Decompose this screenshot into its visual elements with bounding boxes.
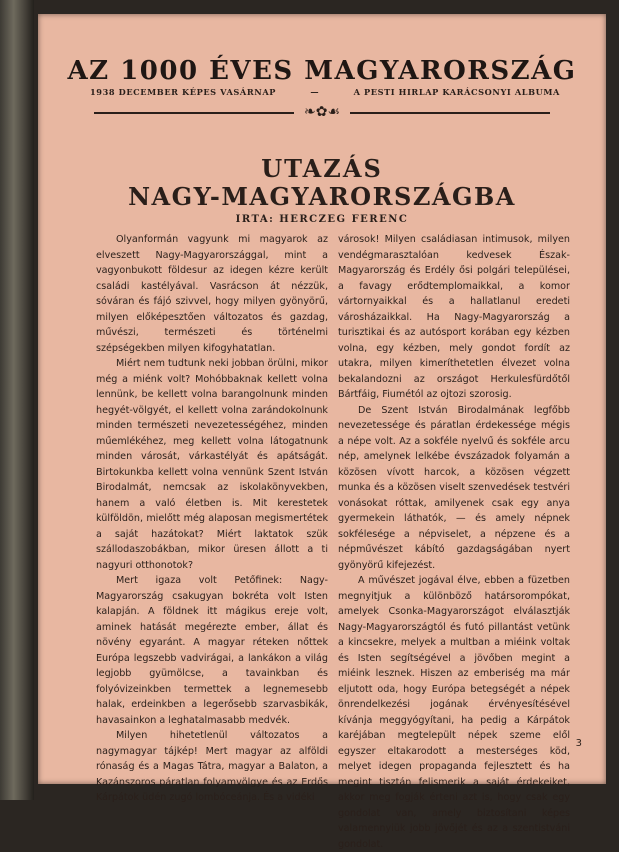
paragraph: Mert igaza volt Petőfinek: Nagy-Magyarország csakugyan bokréta volt Isten kalapján. A földnek itt mágikus ereje volt, aminek hatását megérezte ember, állat és növény egyaránt. A magyar réteken nőttek Európa legszebb vadvirágai, a lankákon a világ legjobb gyümölcse, a tavainkban és folyóvizeinkben termettek a legnemesebb halak, erdeinkben a legerősebb szarvasbikák, havasainkon a leghatalmasabb medvék. bbox=[96, 575, 328, 726]
paragraph: Olyanformán vagyunk mi magyarok az elveszett Nagy-Magyarországgal, mint a vagyonbukott földesur az idegen kézre került családi kastélyával. Vasrácson át nézzük, sóváran és fájó szivvel, hogy milyen gyönyörű, milyen előképesztően változatos és gazdag, művészi, természeti és történelmi szépségekben milyen kifogyhatatlan. bbox=[96, 234, 328, 354]
adjacent-page-edge bbox=[0, 0, 34, 800]
paragraph: De Szent István Birodalmának legfőbb nevezetessége és páratlan érdekessége mégis a népe volt. Az a sokféle nyelvű és sokféle arcu nép, amelynek lelkébe évszázadok folyamán a közösen vívott harcok, a közösen végzett munka és a közösen viselt szenvedések testvéri vonásokat róttak, amilyenek csak egy anya gyermekein láthatók, — és amely népnek sokfélesége a népviselet, a népzene és a népművészet kábító gazdagságában nyert gyönyörű kifejezést. bbox=[338, 404, 570, 571]
paragraph: Miért nem tudtunk neki jobban örülni, mikor még a miénk volt? Mohóbbaknak kellett volna lennünk, be kellett volna barangolnunk minden hegyét-völgyét, el kellett volna zarándokolnunk minden természeti nevezetességéhez, minden műemlékéhez, meg kellett volna látogatnunk minden városát, várkastélyát és apátságát. Birtokunkba kellett volna vennünk Szent István Birodalmát, nemcsak az iskolakönyvekben, hanem a való életben is. Mit kerestetek külföldön, mielőtt még alaposan megismertétek a saját hazátokat? Miért laktatok szük szállodaszobákban, mikor üresen állott a ti nagyuri otthonotok? bbox=[96, 358, 328, 571]
article-byline: IRTA: HERCZEG FERENC bbox=[235, 214, 409, 225]
page-number: 3 bbox=[575, 738, 582, 749]
paragraph: városok! Milyen családiasan intimusok, milyen vendégmarasztalóan kedvesek Észak-Magyarország és Erdély ősi polgári települései, a favagy erődtemplomaikkal, a komor vártornyaikkal és a hallatlanul eredeti városházaikkal. Ha Nagy-Magyarország a turisztikai és az autósport korában egy kézben volna, egy kézben, mely gondot fordít az utakra, milyen kimeríthetetlen élvezet volna bekalandozni az országot Herkulesfürdőtől Bártfáig, Fiumétól az ojtozi szorosig. bbox=[338, 234, 570, 400]
masthead-album: A PESTI HIRLAP KARÁCSONYI ALBUMA bbox=[353, 87, 560, 97]
ornament-icon: ❧✿☙ bbox=[303, 104, 340, 120]
right-column bbox=[338, 232, 570, 852]
article-title-line2: NAGY-MAGYARORSZÁGBA bbox=[128, 182, 516, 211]
left-column bbox=[96, 232, 328, 806]
ornamental-divider bbox=[94, 106, 550, 120]
masthead-subline bbox=[90, 87, 560, 97]
divider-line-right bbox=[350, 112, 550, 114]
masthead-date: 1938 DECEMBER KÉPES VASÁRNAP bbox=[90, 87, 277, 97]
masthead-title: AZ 1000 ÉVES MAGYARORSZÁG bbox=[67, 56, 577, 86]
divider-line-left bbox=[94, 112, 294, 114]
magazine-page bbox=[38, 14, 606, 850]
paragraph: A művészet jogával élve, ebben a füzetben megnyitjuk a különböző határsorompókat, amelyek Csonka-Magyarországot elválasztják Nagy-Magyarországtól és futó pillantást vetünk a kincsekre, melyek a multban a miéink voltak és Isten segítségével a jövőben megint a miéink lesznek. Hiszen az emberiség ma már eljutott oda, hogy Európa betegségét a népek önrendelkezési jogának érvényesítésével kívánja meggyógyítani, ha pedig a Kárpátok karéjában megtelepült népek szeme elől egyszer eltakarodott a mesterséges köd, melyet idegen propaganda fejlesztett és ha megint tisztán felismerik a saját érdekeiket, akkor meg fogják érteni azt is, hogy csak egy gondolat van, amely biztosítani képes valamennyiük jobb jövőjét és az a szentistváni gondolat. bbox=[338, 575, 570, 850]
article-title-line1: UTAZÁS bbox=[261, 154, 383, 183]
paragraph: Milyen hihetetlenül változatos a nagymagyar tájkép! Mert magyar az alföldi rónaság és a Magas Tátra, magyar a Balaton, a Kazánszoros páratlan folyamvölgye és az Erdős Kárpátok üdén zugó lombóceánja. És a vidéki bbox=[96, 730, 328, 803]
masthead-dash: — bbox=[310, 87, 320, 97]
